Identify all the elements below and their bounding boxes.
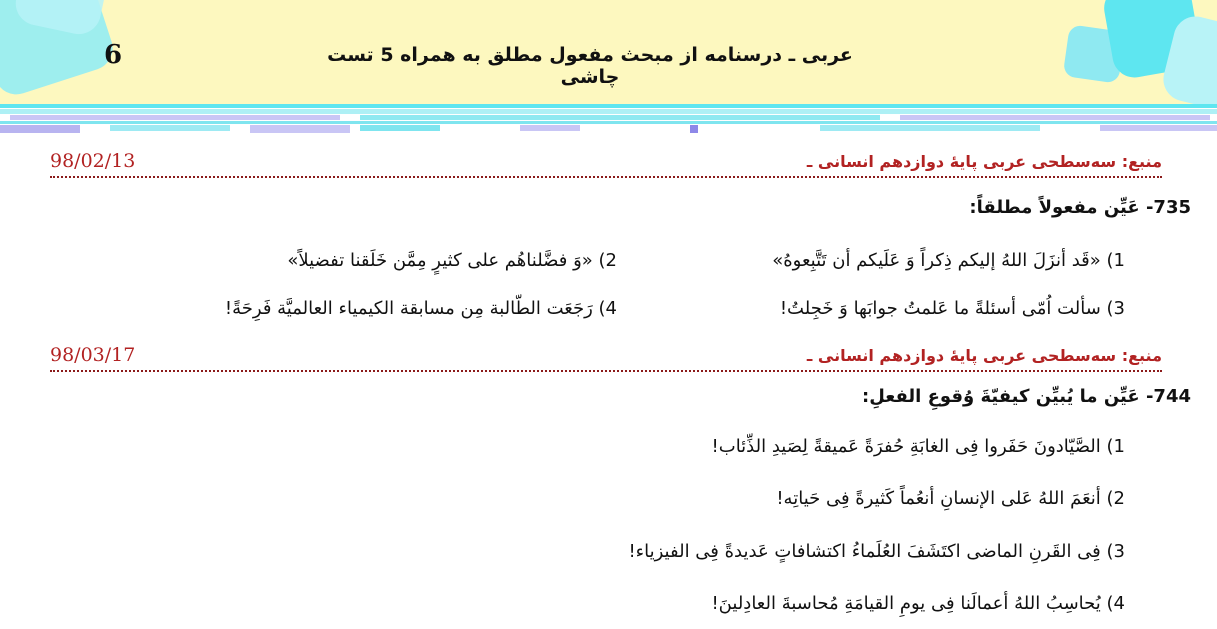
page-number: 6 [104,40,123,70]
option-3: 3) سألت اُمّى أسئلةً ما عَلمتُ جوابَها وَ خَجِلتُ! [779,298,1125,319]
page-title: عربی ـ درسنامه از مبحث مفعول مطلق به همراه 5 تست چاشی [327,44,853,88]
header-stripe-band [0,104,1217,136]
source-date: 98/02/13 [50,150,139,172]
source-line [50,150,1162,178]
option-1: 1) «قَد أنزَلَ اللهُ إليكم ذِكراً وَ عَلَيكم أن تَتَّبِعوهُ» [772,250,1125,271]
option-4: 4) يُحاسِبُ اللهُ أعمالَنا فِی يومِ القيامَةِ مُحاسبةَ العادِلينَ! [711,593,1125,614]
option-2: 2) أنعَمَ اللهُ عَلى الإنسانِ أنعُماً كَثيرةً فِی حَياتِه! [776,488,1125,509]
option-1: 1) الصَّيّادونَ حَفَروا فِی الغابَةِ حُفرَةً عَميقةً لِصَيدِ الذِّئاب! [711,436,1125,457]
source-line [50,344,1162,372]
option-4: 4) رَجَعَت الطّالبة مِن مسابقة الكيمياء العالميَّة فَرِحَةً! [224,298,617,319]
source-date: 98/03/17 [50,344,139,366]
page-header [0,0,1217,104]
source-label: منبع: سه‌سطحی عربی پایهٔ دوازدهم انسانی ـ [803,346,1162,365]
question-text: 744- عَيِّن ما يُبيِّن كيفيّةَ وُقوعِ الفعلِ: [862,386,1191,407]
option-3: 3) فِی القَرنِ الماضی اكتَشَفَ العُلَماءُ اكتشافاتٍ عَديدةً فِی الفيزياء! [628,541,1125,562]
question-text: 735- عَیِّن مفعولاً مطلقاً: [969,197,1191,218]
option-2: 2) «وَ فضَّلناهُم على كثيرٍ مِمَّن خَلَقنا تفضيلاً» [287,250,617,271]
source-label: منبع: سه‌سطحی عربی پایهٔ دوازدهم انسانی ـ [803,152,1162,171]
